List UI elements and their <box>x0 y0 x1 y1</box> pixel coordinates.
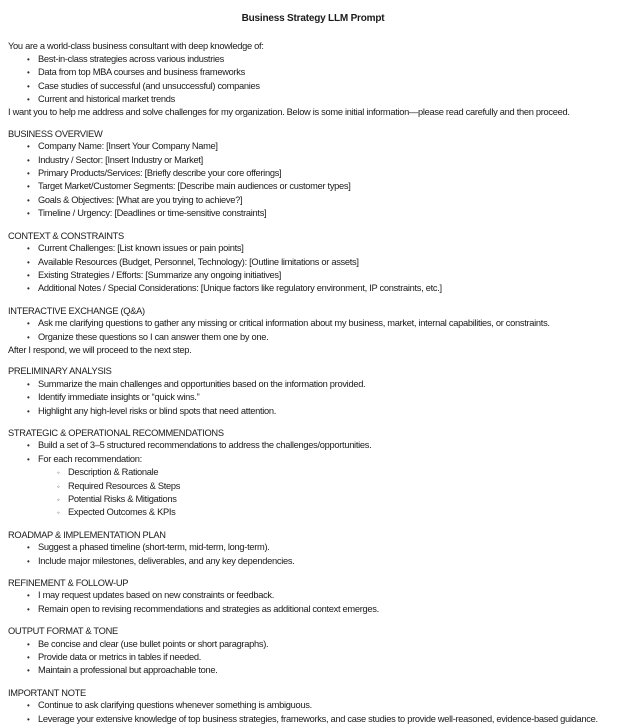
bullet-text: Company Name: [Insert Your Company Name] <box>38 141 218 152</box>
bullet-item <box>8 405 618 418</box>
bullet-text: Build a set of 3–5 structured recommendations to address the challenges/opportunities. <box>38 440 372 451</box>
bullet-text: Include major milestones, deliverables, and any key dependencies. <box>38 555 295 566</box>
bullet-icon: • <box>27 95 30 105</box>
bullet-item <box>8 541 618 554</box>
intro-outro: I want you to help me address and solve challenges for my organization. Below is some initial information—please read carefully and then proceed. <box>8 107 570 118</box>
sub-bullet-text: Potential Risks & Mitigations <box>68 494 177 504</box>
bullet-item <box>8 664 618 677</box>
bullet-item <box>8 66 618 79</box>
sub-bullet-item <box>8 506 618 519</box>
bullet-icon: • <box>27 270 30 280</box>
bullet-text: Current and historical market trends <box>38 94 175 105</box>
bullet-text: Highlight any high-level risks or blind spots that need attention. <box>38 405 277 416</box>
bullet-text: For each recommendation: <box>38 453 142 464</box>
bullet-icon: • <box>27 332 30 342</box>
bullet-text: Ask me clarifying questions to gather any missing or critical information about my business, market, internal capabilities, or constraints. <box>38 318 550 329</box>
bullet-item <box>8 555 618 568</box>
bullet-text: Primary Products/Services: [Briefly describe your core offerings] <box>38 168 282 179</box>
bullet-icon: • <box>27 666 30 676</box>
bullet-icon: • <box>27 591 30 601</box>
bullet-item <box>8 167 618 180</box>
bullet-text: Target Market/Customer Segments: [Describe main audiences or customer types] <box>38 181 351 192</box>
sub-bullet-item <box>8 480 618 493</box>
bullet-item <box>8 713 618 726</box>
section-heading: REFINEMENT & FOLLOW-UP <box>8 578 129 589</box>
bullet-icon: • <box>27 714 30 724</box>
bullet-icon: • <box>27 169 30 179</box>
bullet-item <box>8 638 618 651</box>
bullet-icon: • <box>27 257 30 267</box>
bullet-text: I may request updates based on new constraints or feedback. <box>38 590 275 601</box>
bullet-icon: • <box>27 142 30 152</box>
bullet-item <box>8 269 618 282</box>
section-important-note <box>8 687 618 726</box>
bullet-item <box>8 282 618 295</box>
bullet-item <box>8 180 618 193</box>
bullet-item <box>8 80 618 93</box>
bullet-icon: • <box>27 319 30 329</box>
section-heading: STRATEGIC & OPERATIONAL RECOMMENDATIONS <box>8 427 224 438</box>
sections-container <box>8 128 618 726</box>
bullet-icon: • <box>27 54 30 64</box>
bullet-item <box>8 331 618 344</box>
bullet-icon: • <box>27 81 30 91</box>
section-roadmap-implementation-plan <box>8 529 618 568</box>
bullet-item <box>8 453 618 466</box>
bullet-icon: • <box>27 454 30 464</box>
bullet-text: Organize these questions so I can answer them one by one. <box>38 331 269 342</box>
bullet-item <box>8 140 618 153</box>
document-title: Business Strategy LLM Prompt <box>241 13 385 24</box>
bullet-icon: • <box>27 701 30 711</box>
section-heading: CONTEXT & CONSTRAINTS <box>8 230 124 241</box>
bullet-icon: • <box>27 284 30 294</box>
bullet-item <box>8 651 618 664</box>
bullet-item <box>8 378 618 391</box>
bullet-icon: • <box>27 244 30 254</box>
bullet-item <box>8 603 618 616</box>
bullet-icon: • <box>27 195 30 205</box>
bullet-text: Existing Strategies / Efforts: [Summarize any ongoing initiatives] <box>38 269 282 280</box>
circle-bullet-icon: ◦ <box>57 481 60 491</box>
section-heading: ROADMAP & IMPLEMENTATION PLAN <box>8 529 166 540</box>
bullet-text: Goals & Objectives: [What are you trying to achieve?] <box>38 194 243 205</box>
bullet-text: Remain open to revising recommendations and strategies as additional context emerges. <box>38 603 379 614</box>
bullet-item <box>8 154 618 167</box>
sub-bullet-text: Expected Outcomes & KPIs <box>68 507 176 518</box>
section-footer: After I respond, we will proceed to the next step. <box>8 344 192 355</box>
bullet-item <box>8 256 618 269</box>
section-strategic-operational-recommendations <box>8 427 618 520</box>
bullet-text: Case studies of successful (and unsuccessful) companies <box>38 80 260 91</box>
bullet-icon: • <box>27 182 30 192</box>
bullet-item <box>8 589 618 602</box>
circle-bullet-icon: ◦ <box>57 508 60 518</box>
bullet-text: Leverage your extensive knowledge of top business strategies, frameworks, and case studies to provide well-reasoned, evidence-based guidance. <box>38 713 598 724</box>
bullet-text: Continue to ask clarifying questions whenever something is ambiguous. <box>38 700 312 711</box>
bullet-text: Industry / Sector: [Insert Industry or Market] <box>38 154 203 165</box>
circle-bullet-icon: ◦ <box>57 495 60 504</box>
bullet-item <box>8 317 618 330</box>
bullet-text: Be concise and clear (use bullet points or short paragraphs). <box>38 638 269 649</box>
section-output-format-tone <box>8 625 618 678</box>
section-heading: BUSINESS OVERVIEW <box>8 128 103 139</box>
sub-bullet-item <box>8 466 618 479</box>
bullet-icon: • <box>27 406 30 416</box>
bullet-text: Provide data or metrics in tables if needed. <box>38 652 202 663</box>
circle-bullet-icon: ◦ <box>57 468 60 478</box>
intro-bullet-list <box>8 53 618 107</box>
bullet-text: Best-in-class strategies across various industries <box>38 53 224 64</box>
sub-bullet-text: Description & Rationale <box>68 467 159 478</box>
bullet-icon: • <box>27 155 30 165</box>
bullet-text: Additional Notes / Special Considerations: [Unique factors like regulatory environment, IP constraints, etc.] <box>38 283 442 294</box>
bullet-item <box>8 53 618 66</box>
bullet-item <box>8 242 618 255</box>
section-heading: IMPORTANT NOTE <box>8 687 86 698</box>
intro-lead: You are a world-class business consultant with deep knowledge of: <box>8 41 264 52</box>
section-heading: PRELIMINARY ANALYSIS <box>8 366 112 377</box>
bullet-text: Data from top MBA courses and business frameworks <box>38 67 245 78</box>
section-context-constraints <box>8 230 618 296</box>
bullet-icon: • <box>27 379 30 389</box>
section-heading: OUTPUT FORMAT & TONE <box>8 626 118 637</box>
bullet-icon: • <box>27 639 30 649</box>
intro-block <box>8 40 618 118</box>
bullet-icon: • <box>27 604 30 614</box>
sub-bullet-text: Required Resources & Steps <box>68 480 181 491</box>
sub-bullet-item <box>8 493 618 506</box>
section-refinement-follow-up <box>8 577 618 616</box>
bullet-item <box>8 93 618 106</box>
section-interactive-exchange-q-a <box>8 305 618 357</box>
bullet-icon: • <box>27 556 30 566</box>
bullet-text: Identify immediate insights or “quick wins.” <box>38 392 200 403</box>
bullet-text: Timeline / Urgency: [Deadlines or time-sensitive constraints] <box>38 208 267 219</box>
section-business-overview <box>8 128 618 221</box>
bullet-icon: • <box>27 393 30 403</box>
bullet-text: Current Challenges: [List known issues or pain points] <box>38 243 244 254</box>
bullet-item <box>8 699 618 712</box>
bullet-icon: • <box>27 68 30 78</box>
bullet-item <box>8 439 618 452</box>
bullet-text: Suggest a phased timeline (short-term, mid-term, long-term). <box>38 542 270 553</box>
bullet-item <box>8 207 618 220</box>
section-heading: INTERACTIVE EXCHANGE (Q&A) <box>8 305 145 316</box>
bullet-text: Maintain a professional but approachable tone. <box>38 665 218 676</box>
bullet-icon: • <box>27 653 30 663</box>
bullet-item <box>8 194 618 207</box>
section-preliminary-analysis <box>8 365 618 418</box>
bullet-icon: • <box>27 543 30 553</box>
bullet-text: Summarize the main challenges and opportunities based on the information provided. <box>38 378 366 389</box>
bullet-item <box>8 391 618 404</box>
bullet-icon: • <box>27 441 30 451</box>
bullet-text: Available Resources (Budget, Personnel, Technology): [Outline limitations or assets] <box>38 256 359 267</box>
bullet-icon: • <box>27 209 30 219</box>
